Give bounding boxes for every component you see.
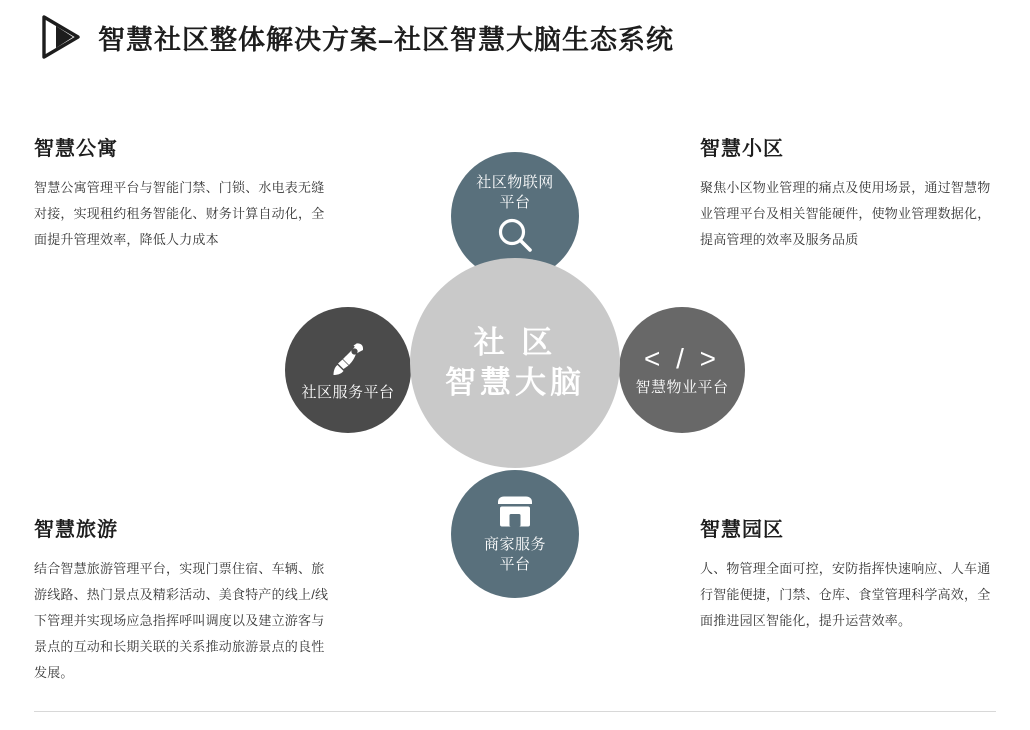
node-merchant-platform[interactable] xyxy=(451,470,579,598)
text-block-smart-community xyxy=(700,132,996,253)
block-title-smart-park: 智慧园区 xyxy=(700,519,784,541)
node-label-line2: 平台 xyxy=(499,556,531,573)
text-block-smart-park xyxy=(700,513,996,634)
node-label-line1: 商家服务 xyxy=(483,535,546,553)
block-body-smart-park: 人、物管理全面可控，安防指挥快速响应、人车通行智能便捷，门禁、仓库、食堂管理科学高效，全面推进园区智能化，提升运营效率。 xyxy=(700,561,991,628)
block-title-smart-community: 智慧小区 xyxy=(700,138,784,160)
code-brackets-icon xyxy=(643,342,721,376)
node-label-line2: 平台 xyxy=(499,194,531,211)
node-label-property-platform: 智慧物业平台 xyxy=(635,378,729,396)
footer-divider xyxy=(34,711,996,712)
node-label-iot-platform xyxy=(476,173,554,214)
node-label-merchant-platform xyxy=(484,535,546,576)
rocket-icon xyxy=(325,337,371,381)
block-title-smart-apartment: 智慧公寓 xyxy=(34,138,118,160)
magnifier-icon xyxy=(493,215,537,257)
svg-text:< / >: < / > xyxy=(643,342,721,374)
page-header xyxy=(40,14,674,60)
core-label-line1: 社 区 xyxy=(473,325,557,361)
text-block-smart-apartment xyxy=(34,132,334,253)
block-title-smart-tourism: 智慧旅游 xyxy=(34,519,118,541)
page-title: 智慧社区整体解决方案–社区智慧大脑生态系统 xyxy=(98,24,675,55)
block-body-smart-tourism: 结合智慧旅游管理平台，实现门票住宿、车辆、旅游线路、热门景点及精彩活动、美食特产的线上/线下管理并实现场应急指挥呼叫调度以及建立游客与景点的互动和长期关联的关系推动旅游景点的良性发展。 xyxy=(34,561,329,680)
node-label-service-platform: 社区服务平台 xyxy=(301,383,395,401)
node-service-platform[interactable] xyxy=(285,307,411,433)
core-label-line2: 智慧大脑 xyxy=(445,365,585,400)
core-node-community-brain[interactable] xyxy=(410,258,620,468)
shop-awning-icon xyxy=(491,493,539,533)
play-triangle-logo-icon xyxy=(40,14,84,60)
block-body-smart-community: 聚焦小区物业管理的痛点及使用场景，通过智慧物业管理平台及相关智能硬件，使物业管理数据化，提高管理的效率及服务品质 xyxy=(700,180,991,247)
node-label-line1: 社区物联网 xyxy=(476,173,554,191)
text-block-smart-tourism xyxy=(34,513,334,686)
node-property-platform[interactable] xyxy=(619,307,745,433)
block-body-smart-apartment: 智慧公寓管理平台与智能门禁、门锁、水电表无缝对接，实现租约租务智能化、财务计算自动化，全面提升管理效率，降低人力成本 xyxy=(34,180,325,247)
